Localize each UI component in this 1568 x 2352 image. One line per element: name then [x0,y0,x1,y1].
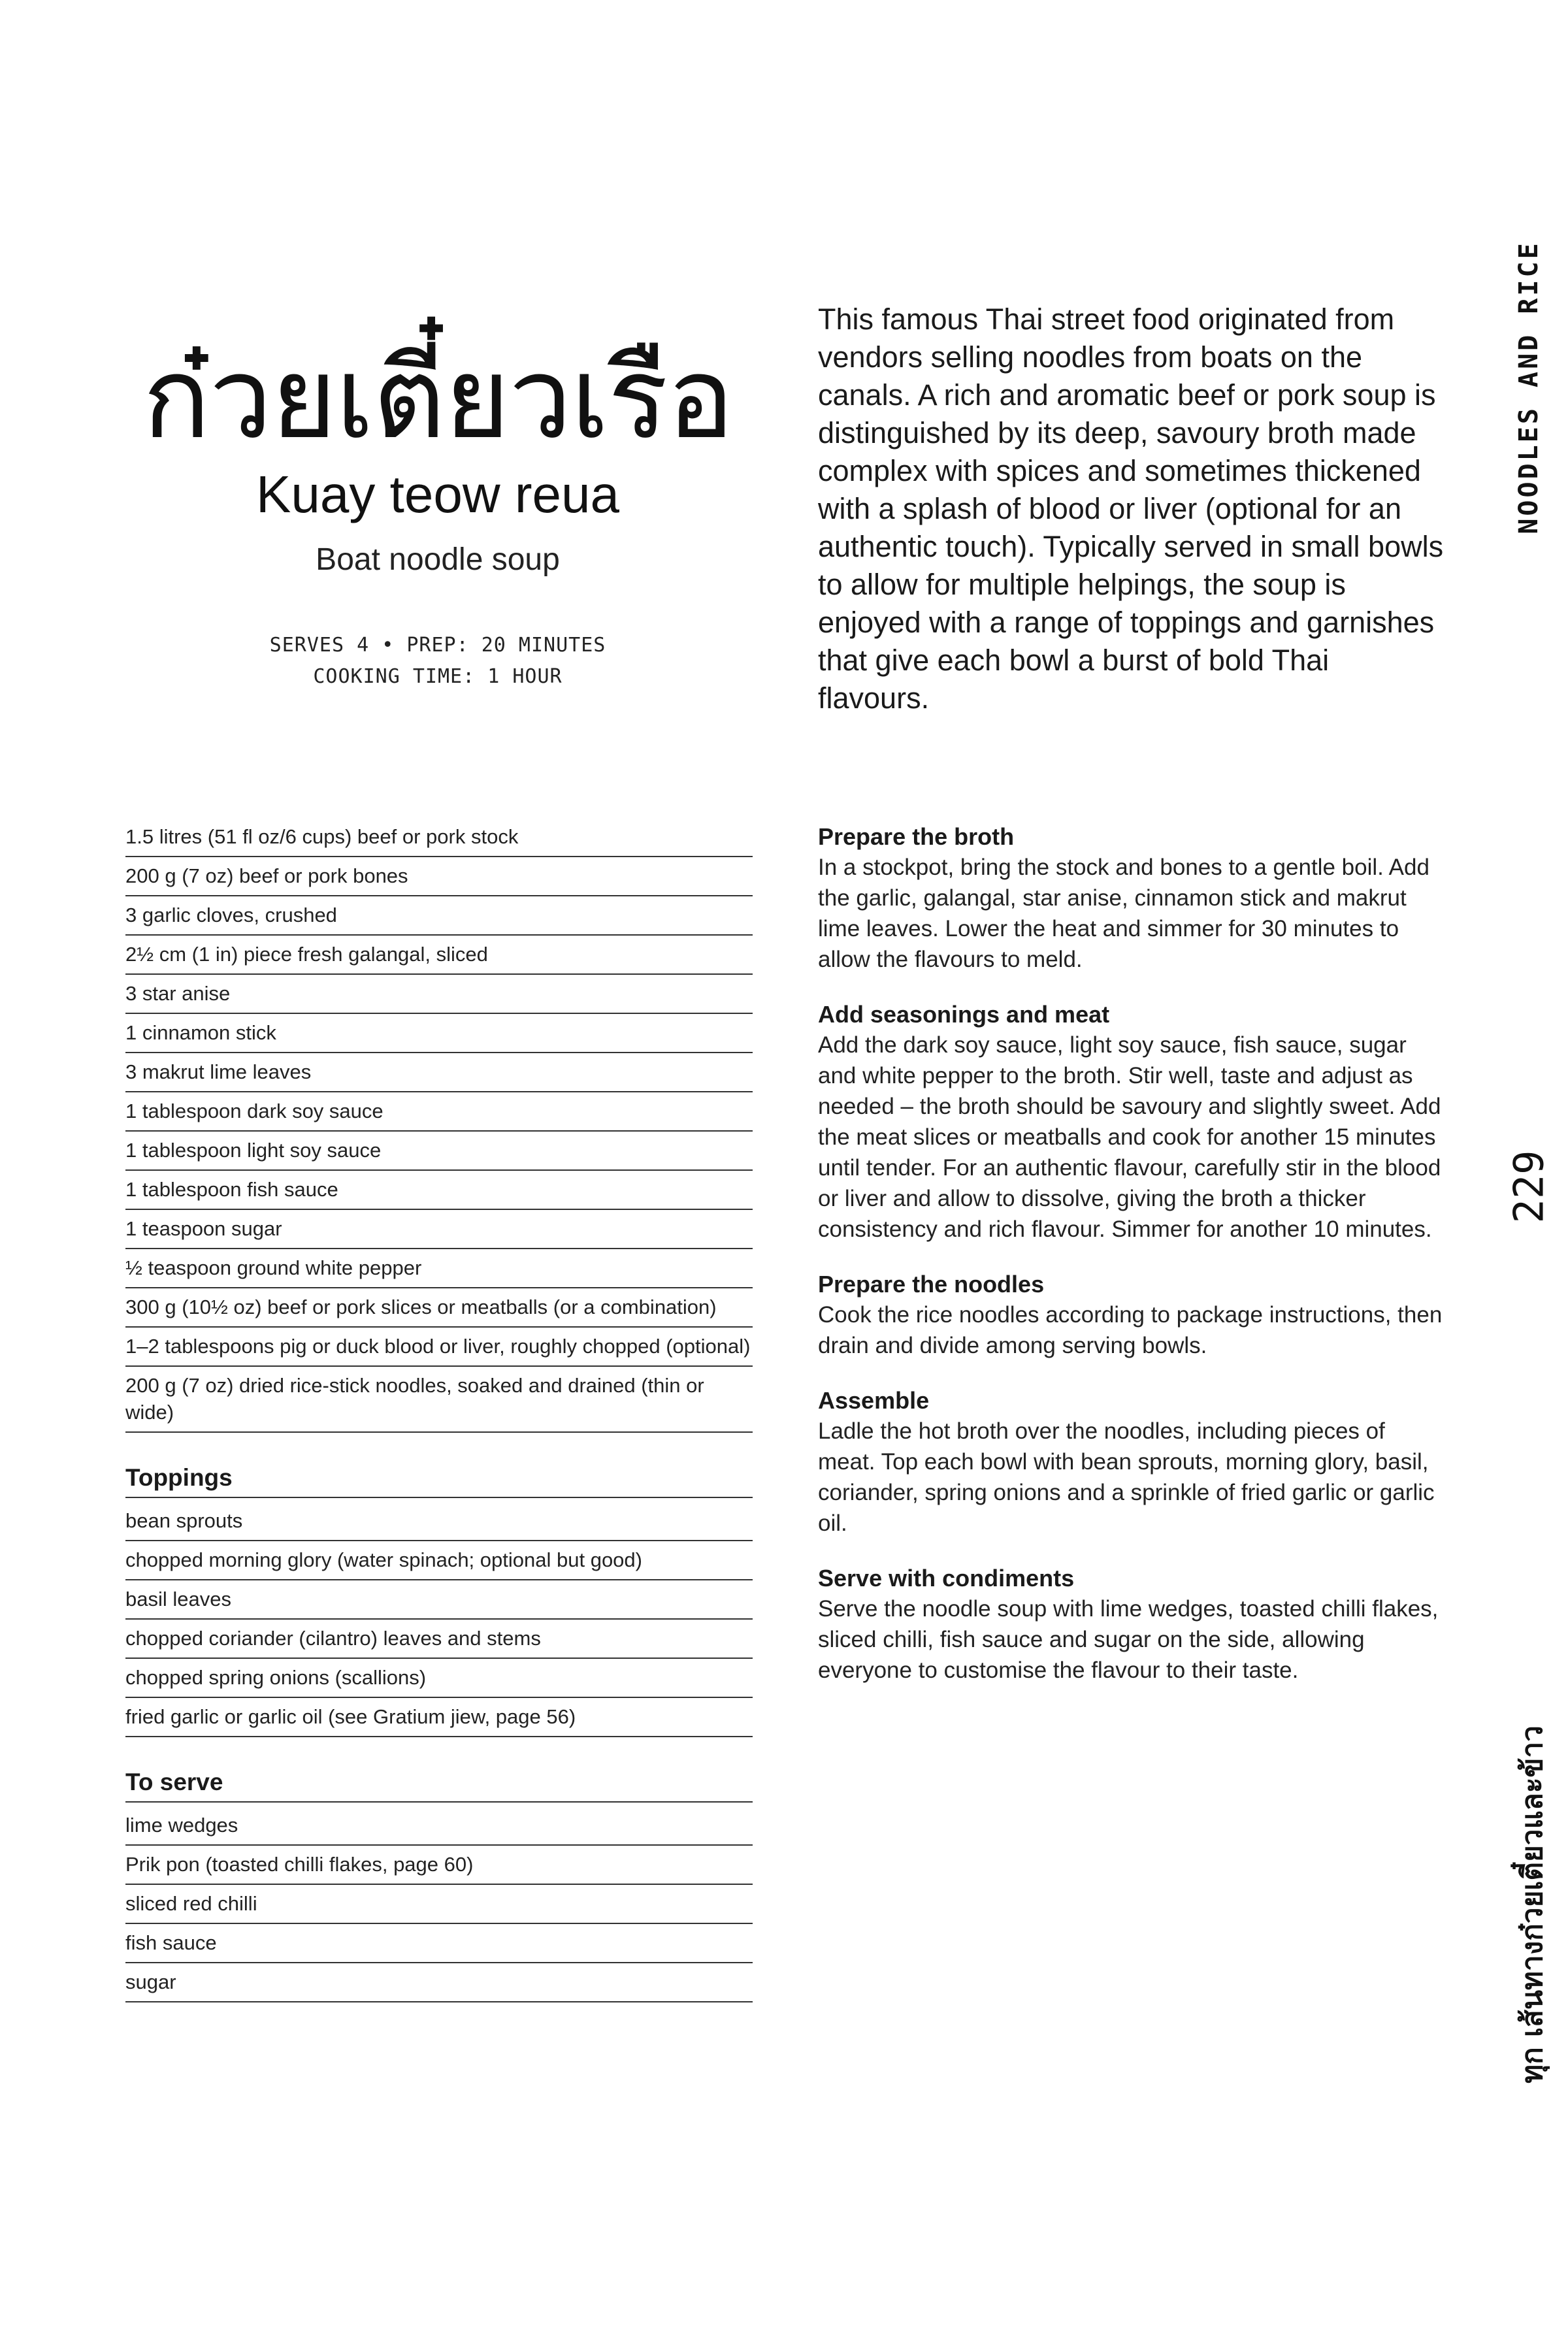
ingredient-item: 3 makrut lime leaves [125,1053,753,1092]
method-step [818,1269,1445,1361]
thai-title: ก๋วยเตี๋ยวเรือ [142,333,733,464]
intro-paragraph: This famous Thai street food originated from vendors selling noodles from boats on the canals. A rich and aromatic beef or pork soup is distinguished by its deep, savoury broth made complex with spices and sometimes thickened with a splash of blood or liver (optional for an authentic touch). Typically served in small bowls to allow for multiple helpings, the soup is enjoyed with a range of toppings and garnishes that give each bowl a burst of bold Thai flavours. [818,302,1444,715]
toppings-heading: Toppings [125,1464,753,1498]
method-step [818,1386,1445,1539]
step-body: Cook the rice noodles according to package instructions, then drain and divide among serving bowls. [818,1302,1443,1358]
ingredients-section [125,818,753,2002]
topping-item: fried garlic or garlic oil (see Gratium jiew, page 56) [125,1698,753,1737]
step-title: Prepare the broth [818,823,1015,850]
ingredient-item: 1 tablespoon fish sauce [125,1171,753,1210]
topping-item: chopped coriander (cilantro) leaves and stems [125,1620,753,1659]
method-step [818,822,1445,975]
step-body: Ladle the hot broth over the noodles, including pieces of meat. Top each bowl with bean sprouts, morning glory, basil, coriander, spring onions and a sprinkle of fried garlic or garlic oil. [818,1418,1435,1536]
step-title: Assemble [818,1387,930,1414]
cooking-time: COOKING TIME: 1 HOUR [313,664,563,688]
method-section [818,822,1445,1710]
method-step [818,1000,1445,1245]
to-serve-item: lime wedges [125,1806,753,1846]
ingredient-item: 1 teaspoon sugar [125,1210,753,1249]
method-step [818,1563,1445,1686]
step-body: In a stockpot, bring the stock and bones to a gentle boil. Add the garlic, galangal, star anise, cinnamon stick and makrut lime leaves. Lower the heat and simmer for 30 minutes to allow the flavours to meld. [818,855,1429,972]
ingredient-item: 200 g (7 oz) beef or pork bones [125,857,753,896]
toppings-list [125,1502,753,1737]
step-title: Serve with condiments [818,1565,1075,1592]
ingredient-list-main [125,818,753,1433]
section-label: NOODLES AND RICE [1514,240,1544,534]
ingredient-item: 3 garlic cloves, crushed [125,896,753,936]
to-serve-item: fish sauce [125,1924,753,1963]
recipe-title: Kuay teow reua [256,465,619,523]
topping-item: chopped morning glory (water spinach; optional but good) [125,1541,753,1580]
to-serve-item: Prik pon (toasted chilli flakes, page 60) [125,1846,753,1885]
to-serve-item: sugar [125,1963,753,2002]
recipe-subtitle: Boat noodle soup [316,542,560,577]
ingredient-item: 300 g (10½ oz) beef or pork slices or meatballs (or a combination) [125,1288,753,1328]
topping-item: basil leaves [125,1580,753,1620]
step-title: Add seasonings and meat [818,1001,1110,1028]
ingredient-item: 200 g (7 oz) dried rice-stick noodles, soaked and drained (thin or wide) [125,1367,753,1433]
to-serve-heading: To serve [125,1769,753,1803]
recipe-meta [118,630,758,693]
serves-prep: SERVES 4 • PREP: 20 MINUTES [269,633,606,657]
ingredient-item: 1–2 tablespoons pig or duck blood or liver, roughly chopped (optional) [125,1328,753,1367]
ingredient-item: 1 tablespoon dark soy sauce [125,1092,753,1132]
to-serve-item: sliced red chilli [125,1885,753,1924]
ingredient-item: 1 tablespoon light soy sauce [125,1132,753,1171]
topping-item: chopped spring onions (scallions) [125,1659,753,1698]
ingredient-item: 1 cinnamon stick [125,1014,753,1053]
topping-item: bean sprouts [125,1502,753,1541]
step-body: Serve the noodle soup with lime wedges, toasted chilli flakes, sliced chilli, fish sauce and sugar on the side, allowing everyone to customise the flavour to their taste. [818,1596,1439,1683]
to-serve-list [125,1806,753,2002]
ingredient-item: 3 star anise [125,975,753,1014]
ingredient-item: 1.5 litres (51 fl oz/6 cups) beef or pork stock [125,818,753,857]
step-body: Add the dark soy sauce, light soy sauce, fish sauce, sugar and white pepper to the broth. Stir well, taste and adjust as needed – the broth should be savoury and slightly sweet. Add the meat slices or meatballs and cook for another 15 minutes until tender. For an authentic flavour, carefully stir in the blood or liver and allow to dissolve, giving the broth a thicker consistency and rich flavour. Simmer for another 10 minutes. [818,1032,1441,1242]
recipe-title-block [118,333,758,693]
ingredient-item: 2½ cm (1 in) piece fresh galangal, sliced [125,936,753,975]
step-title: Prepare the noodles [818,1271,1045,1298]
page-number: 229 [1505,1150,1553,1224]
ingredient-item: ½ teaspoon ground white pepper [125,1249,753,1288]
thai-chapter-label: ทุก เส้นทางก๋วยเตี๋ยวและข้าว [1516,1725,1549,2083]
